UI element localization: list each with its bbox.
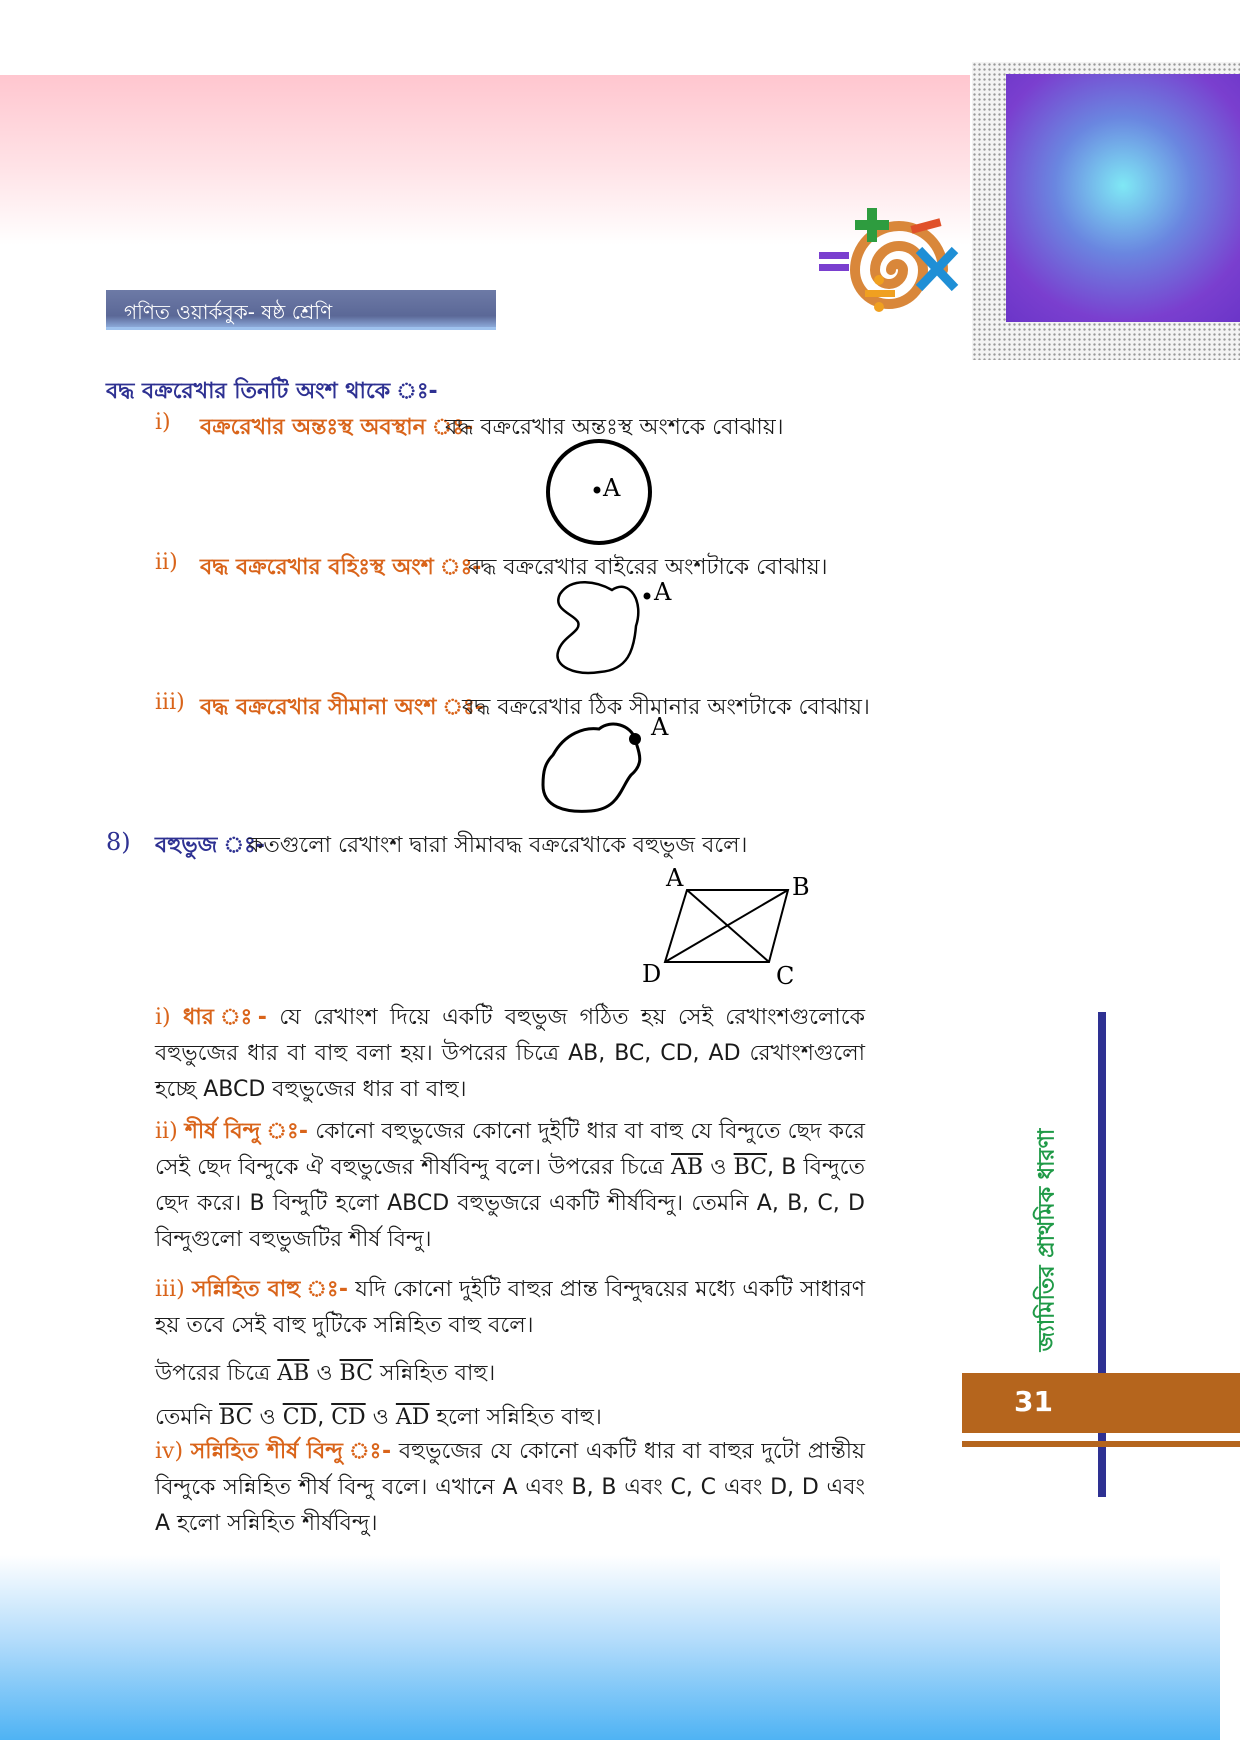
item-term: সন্নিহিত শীর্ষ বিন্দু ঃ- <box>190 1439 392 1464</box>
closed-curve <box>557 582 638 673</box>
item-term: বক্ররেখার অন্তঃস্থ অবস্থান ঃ- <box>200 415 474 440</box>
item-number: ii) <box>155 550 178 575</box>
item-text: যদি কোনো দুইটি বাহুর প্রান্ত বিন্দুদ্বয়ের মধ্যে একটি সাধারণ হয় তবে সেই বাহু দুটিকে সন্নিহিত বাহু বলে। <box>155 1277 866 1338</box>
example-text: হলো সন্নিহিত বাহু। <box>436 1405 602 1430</box>
header-title: গণিত ওয়ার্কবুক- ষষ্ঠ শ্রেণি <box>124 300 333 324</box>
item-text: , B বিন্দুতে ছেদ করে। B বিন্দুটি হলো ABCD বহুভুজরে একটি শীর্ষবিন্দু। তেমনি A, B, C, D বিন্দুগুলো বহুভুজটির শীর্ষ বিন্দু। <box>155 1155 866 1252</box>
adjacent-sides-example-2 <box>155 1400 602 1437</box>
polygon-description: কতগুলো রেখাংশ দ্বারা সীমাবদ্ধ বক্ররেখাকে বহুভুজ বলে। <box>248 833 748 858</box>
header-bar <box>106 290 496 330</box>
example-text: সন্নিহিত বাহু। <box>379 1361 496 1386</box>
parallelogram-figure <box>620 860 820 990</box>
segment-label: $\overline{CD}$ <box>282 1405 318 1430</box>
bottom-blue-band <box>0 1555 1220 1740</box>
adjacent-sides-example <box>155 1356 495 1393</box>
vertex-c-label: C <box>776 962 795 990</box>
item-term: সন্নিহিত বাহু ঃ- <box>191 1277 349 1302</box>
chapter-side-label: জ্যামিতির প্রাথমিক ধারণা <box>1034 1128 1060 1352</box>
purple-gradient-square <box>1006 74 1240 322</box>
page-number-box <box>962 1373 1240 1433</box>
conjunction: ও <box>372 1405 389 1430</box>
vertex-b-label: B <box>792 873 810 901</box>
adjacent-sides-paragraph <box>155 1272 865 1344</box>
point-label: A <box>654 578 672 606</box>
vertex-paragraph <box>155 1114 865 1258</box>
item-number: i) <box>155 1005 171 1030</box>
item-text: যে রেখাংশ দিয়ে একটি বহুভুজ গঠিত হয় সেই রেখাংশগুলোকে বহুভুজের ধার বা বাহু বলা হয়। উপরের চিত্রে AB, BC, CD, AD রেখাংশগুলো হচ্ছে ABCD বহুভুজের ধার বা বাহু। <box>155 1005 865 1102</box>
segment-label: $\overline{BC}$ <box>733 1155 768 1180</box>
point-dot <box>594 487 601 494</box>
item-term: শীর্ষ বিন্দু ঃ- <box>184 1119 309 1144</box>
item-term: বদ্ধ বক্ররেখার সীমানা অংশ ঃ- <box>200 695 484 720</box>
item-term: বদ্ধ বক্ররেখার বহিঃস্থ অংশ ঃ- <box>200 555 482 580</box>
item-description: বদ্ধ বক্ররেখার অন্তঃস্থ অংশকে বোঝায়। <box>445 415 784 440</box>
page-number: 31 <box>1014 1385 1053 1418</box>
point-label: A <box>651 713 669 741</box>
interior-point-figure <box>540 440 660 550</box>
page-number-underline <box>962 1441 1240 1447</box>
boundary-point-figure <box>535 715 695 815</box>
conjunction: ও <box>710 1155 727 1180</box>
item-number: iii) <box>155 1277 185 1302</box>
segment-label: $\overline{CD}$ <box>331 1405 366 1430</box>
example-text: উপরের চিত্রে <box>155 1361 271 1386</box>
segment-label: $\overline{AB}$ <box>670 1155 704 1180</box>
item-number: iii) <box>155 690 185 715</box>
math-symbols-logo <box>815 200 965 335</box>
comma: , <box>317 1405 325 1430</box>
side-paragraph <box>155 1000 865 1108</box>
adjacent-vertices-paragraph <box>155 1434 865 1542</box>
item-text: কোনো বহুভুজের কোনো দুইটি ধার বা বাহু যে বিন্দুতে ছেদ করে সেই ছেদ বিন্দুকে ঐ বহুভুজের শীর্ষবিন্দু বলে। উপরের চিত্রে <box>155 1119 865 1180</box>
polygon-term: বহুভুজ ঃ- <box>155 833 265 858</box>
item-text: বহুভুজের যে কোনো একটি ধার বা বাহুর দুটো প্রান্তীয় বিন্দুকে সন্নিহিত শীর্ষ বিন্দু বলে। এখানে A এবং B, B এবং C, C এবং D, D এবং A হলো সন্নিহিত শীর্ষবিন্দু। <box>155 1439 865 1536</box>
segment-label: $\overline{BC}$ <box>219 1405 253 1430</box>
segment-label: $\overline{AB}$ <box>277 1361 310 1386</box>
item-number: i) <box>155 410 171 435</box>
conjunction: ও <box>259 1405 276 1430</box>
vertex-a-label: A <box>666 864 684 892</box>
closed-curve <box>543 724 640 811</box>
item-number: iv) <box>155 1439 184 1464</box>
point-dot <box>644 593 651 600</box>
section-number: 8) <box>106 828 131 856</box>
item-description: বদ্ধ বক্ররেখার ঠিক সীমানার অংশটাকে বোঝায়। <box>462 695 870 720</box>
example-text: তেমনি <box>155 1405 213 1430</box>
point-dot <box>629 733 641 745</box>
vertex-d-label: D <box>642 960 662 988</box>
point-label: A <box>603 474 621 502</box>
item-description: বদ্ধ বক্ররেখার বাইরের অংশটাকে বোঝায়। <box>468 555 828 580</box>
conjunction: ও <box>316 1361 333 1386</box>
item-number: ii) <box>155 1119 178 1144</box>
closed-curve-heading: বদ্ধ বক্ররেখার তিনটি অংশ থাকে ঃ- <box>106 379 438 404</box>
item-term: ধার ঃ- <box>183 1005 267 1030</box>
segment-label: $\overline{AD}$ <box>395 1405 430 1430</box>
exterior-point-figure <box>540 570 700 680</box>
segment-label: $\overline{BC}$ <box>339 1361 373 1386</box>
